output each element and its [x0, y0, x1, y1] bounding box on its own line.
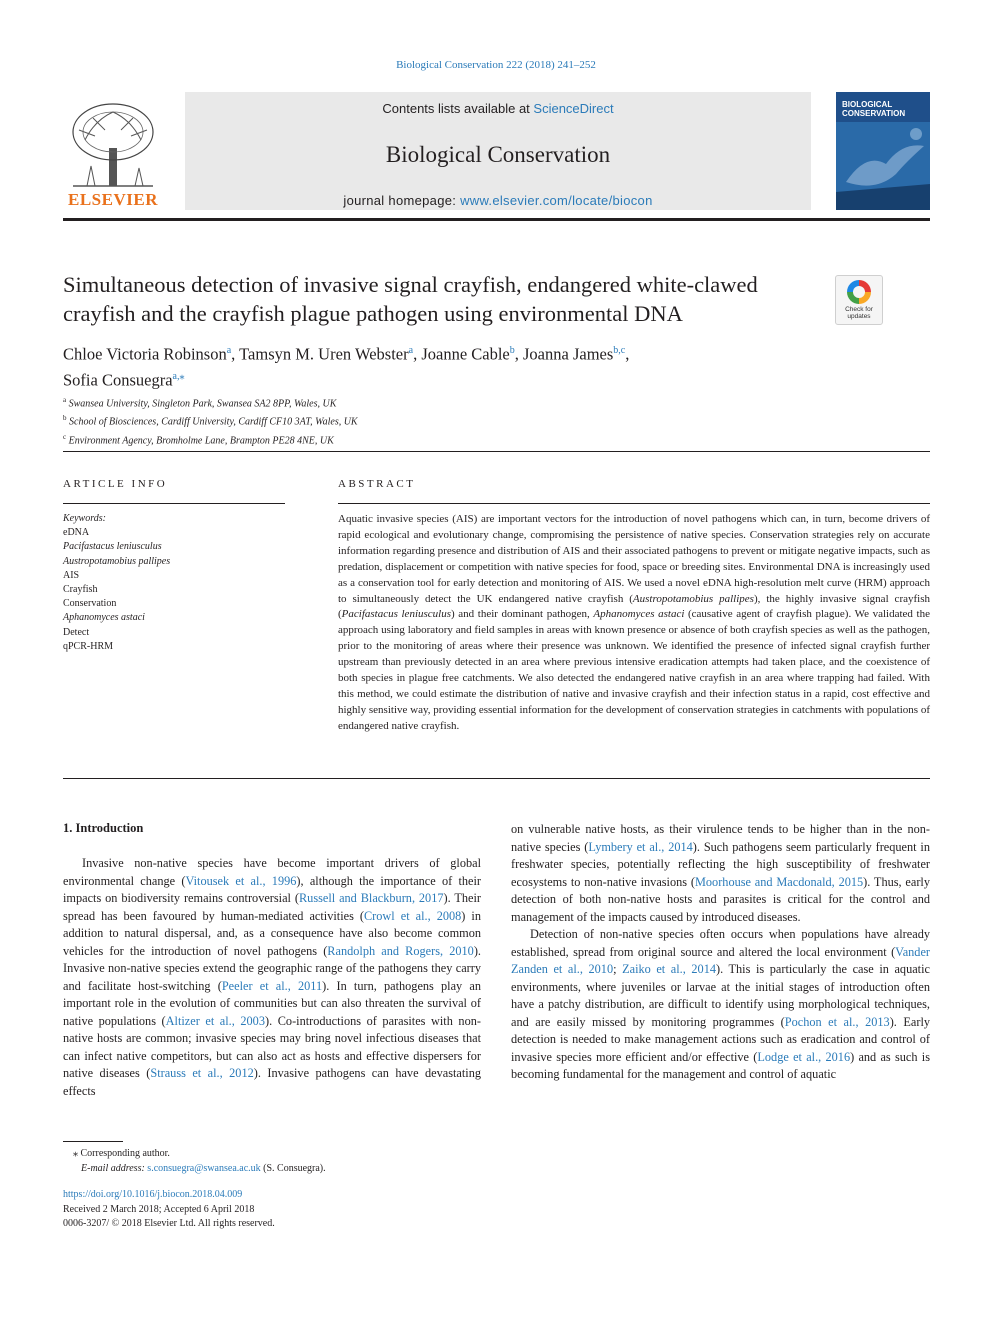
author-separator: ,	[514, 344, 524, 364]
body-text-fragment: Invasive non-native species have become important drivers of global environmental change (	[63, 856, 481, 888]
body-text-fragment: ) in addition to natural dispersal, and, as a consequence have also become common vehicles for the introduction of novel pathogens (	[63, 908, 481, 958]
contents-prefix: Contents lists available at	[382, 101, 534, 116]
author-affiliation-mark[interactable]: a,⁎	[172, 370, 185, 382]
author-name[interactable]: Joanne Cable	[421, 344, 510, 364]
body-text-fragment: ), although the importance of their impacts on biodiversity remains controversial (	[63, 873, 482, 905]
email-suffix: (S. Consuegra).	[260, 1163, 326, 1174]
affiliation-item	[63, 411, 763, 429]
publication-info	[63, 1188, 483, 1232]
body-text-fragment: ). Such pathogens seem particularly frequent in freshwater species, potentially reflecting the high susceptibility of freshwater ecosystems to non-native invasions (	[511, 839, 930, 889]
header-rule	[63, 218, 930, 221]
affiliation-item	[63, 430, 763, 448]
footnote	[63, 1146, 483, 1176]
author-list	[63, 340, 863, 391]
body-text-fragment: ). Co-introductions of parasites with non-native hosts are common; invasive species may bring novel infectious diseases that can infect native competitors, but can also act as hosts and effective dispersers for native diseases (	[63, 1013, 481, 1080]
cover-bird-icon	[836, 122, 930, 210]
abstract-fragment: ), the highly invasive signal crayfish (	[338, 592, 930, 621]
affiliation-key: c	[63, 432, 67, 441]
species-name: Austropotamobius pallipes	[632, 592, 754, 605]
affiliation-text: Swansea University, Singleton Park, Swansea SA2 8PP, Wales, UK	[68, 398, 337, 410]
keywords-label: Keywords:	[63, 513, 106, 524]
footnote-rule	[63, 1141, 123, 1142]
abstract-rule	[338, 503, 930, 504]
sciencedirect-link[interactable]: ScienceDirect	[533, 101, 614, 116]
body-text-fragment: ). Invasive non-native species extend the geographic range of the pathogens they carry and facilitate host-switching (	[63, 943, 481, 993]
abstract-bottom-rule	[63, 778, 930, 779]
citation-link[interactable]: Peeler et al., 2011	[221, 978, 323, 993]
homepage-link[interactable]: www.elsevier.com/locate/biocon	[460, 193, 653, 208]
keyword-item: Pacifastacus leniusculus	[63, 541, 162, 553]
citation-link[interactable]: Moorhouse and Macdonald, 2015	[694, 874, 864, 889]
cover-title-line1: BIOLOGICAL	[842, 100, 893, 109]
author-affiliation-mark[interactable]: b	[509, 345, 515, 356]
citation-link[interactable]: Strauss et al., 2012	[150, 1066, 254, 1080]
article-title: Simultaneous detection of invasive signal crayfish, endangered white-clawed crayfish and the crayfish plague pathogen using environmental DNA	[63, 272, 758, 326]
abstract-text	[338, 512, 930, 735]
citation-link[interactable]: Lodge et al., 2016	[757, 1049, 851, 1064]
keyword-item: Austropotamobius pallipes	[63, 555, 171, 567]
affiliation-key: b	[63, 414, 67, 423]
homepage-line	[185, 193, 811, 208]
abstract-fragment: Aquatic invasive species (AIS) are important vectors for the introduction of novel pathogens which can, in turn, become drivers of rapid ecological and evolutionary change, compromising the persistence of native species. Conservation strategies rely on accurate information regarding presence and distribution of AIS and their associated pathogens to prevent or mitigate negative impacts, such as predation, displacement or competition with native species for food, space or breeding sites. Environmental DNA is increasingly used as a conservation tool for early detection and monitoring of AIS. We used a novel eDNA high-resolution melt curve (HRM) approach to simultaneously detect the UK endangered native crayfish (	[338, 513, 930, 605]
introduction-heading: 1. Introduction	[63, 821, 144, 835]
affiliation-text: School of Biosciences, Cardiff University, Cardiff CF10 3AT, Wales, UK	[69, 416, 358, 428]
affiliation-text: Environment Agency, Bromholme Lane, Brampton PE28 4NE, UK	[68, 434, 334, 446]
author-affiliation-mark[interactable]: b,c	[613, 345, 626, 356]
species-name: Aphanomyces astaci	[593, 608, 685, 621]
abstract-heading: ABSTRACT	[338, 478, 416, 490]
author-affiliation-mark[interactable]: a	[226, 345, 232, 356]
citation-link[interactable]: Vander Zanden et al., 2010	[511, 944, 930, 976]
article-info-heading: ARTICLE INFO	[63, 478, 168, 490]
contents-line	[185, 101, 811, 116]
affiliation-list	[63, 393, 763, 448]
journal-citation[interactable]: Biological Conservation 222 (2018) 241–252	[396, 59, 596, 71]
author-separator: ,	[231, 344, 240, 364]
body-text-fragment: Detection of non-native species often occurs when populations have already established, spread from original source and altered the local environment (	[511, 927, 930, 959]
body-text-fragment: ). Invasive pathogens can have devastating effects	[63, 1066, 481, 1098]
keyword-item: AIS	[63, 569, 80, 581]
keyword-item: Crayfish	[63, 584, 98, 596]
affiliation-item	[63, 393, 763, 411]
keyword-item: eDNA	[63, 527, 90, 539]
author-separator: ,	[413, 344, 422, 364]
keyword-item: qPCR-HRM	[63, 640, 114, 652]
received-accepted-dates: Received 2 March 2018; Accepted 6 April 2018	[63, 1203, 255, 1215]
journal-name: Biological Conservation	[385, 142, 611, 167]
body-text-fragment: ). In turn, pathogens play an important role in the evolution of communities but can also threaten the survival of native populations (	[63, 978, 481, 1028]
journal-cover[interactable]	[836, 92, 930, 210]
body-text-fragment: ;	[613, 962, 623, 976]
article-info-rule	[63, 503, 285, 504]
publisher-logo-text: ELSEVIER	[68, 190, 158, 209]
abstract-fragment: (causative agent of crayfish plague). We validated the approach using laboratory and field samples in areas with known presence or absence of both crayfish species as well as the pathogen, prior to the monitoring of areas where their presence was unknown. We identified the presence of infected signal crayfish further upstream than previously detected in an area where previous intensive eradication attempts had taken place, and the coexistence of both species in plague free catchments. We also detected the endangered native crayfish in an area where trapping had failed. With this method, we could estimate the distribution of native and invasive crayfish and their infection status in a rapid, cost effective and highly sensitive way, providing essential information for the development of conservation strategies in catchments with populations of endangered native crayfish.	[338, 608, 930, 732]
body-text-fragment: ). Thus, early detection of both non-native hosts and parasites is critical for the control and management of the impacts caused by introduced diseases.	[511, 874, 930, 924]
journal-masthead	[63, 92, 930, 210]
homepage-prefix: journal homepage:	[343, 193, 461, 208]
author-affiliation-mark[interactable]: a	[408, 345, 414, 356]
check-for-updates-button[interactable]	[835, 275, 883, 325]
author-name[interactable]: Joanna James	[523, 344, 614, 364]
author-name[interactable]: Sofia Consuegra	[63, 370, 173, 389]
citation-link[interactable]: Crowl et al., 2008	[363, 908, 462, 923]
citation-link[interactable]: Lymbery et al., 2014	[588, 839, 693, 854]
abstract-fragment: ) and their dominant pathogen,	[451, 608, 594, 621]
email-line	[63, 1161, 483, 1176]
intro-paragraph-1	[63, 855, 481, 1100]
species-name: Pacifastacus leniusculus	[341, 608, 451, 621]
body-text-fragment: ) and as such is becoming fundamental for the management and control of aquatic	[511, 1049, 930, 1081]
elsevier-tree-icon	[65, 100, 161, 188]
elsevier-logo[interactable]	[63, 92, 163, 210]
crossmark-icon	[847, 280, 871, 304]
body-text-fragment: on vulnerable native hosts, as their virulence tends to be higher than in the non-native species (	[511, 822, 930, 854]
author-name[interactable]: Chloe Victoria Robinson	[63, 344, 227, 364]
author-separator: ,	[625, 344, 630, 364]
citation-link[interactable]: Russell and Blackburn, 2017	[298, 891, 444, 905]
body-column-right	[511, 821, 930, 1084]
body-text-fragment: ). This is particularly the case in aquatic environments, where juveniles or larvae at the initial stages of introduction often have a patchy distribution, are difficult to identify using morphological techniques, and are easily missed by monitoring programmes (	[511, 962, 930, 1029]
citation-link[interactable]: Pochon et al., 2013	[784, 1014, 890, 1029]
citation-link[interactable]: Randolph and Rogers, 2010	[327, 943, 474, 958]
keyword-item: Conservation	[63, 598, 117, 610]
affiliation-key: a	[63, 396, 67, 404]
keywords-block	[63, 512, 285, 654]
body-text-fragment: ). Early detection is needed to make management actions such as eradication and control of invasive species more efficient and/or effective (	[511, 1014, 931, 1064]
copyright-line: 0006-3207/ © 2018 Elsevier Ltd. All rights reserved.	[63, 1218, 275, 1229]
intro-paragraph-2	[511, 926, 930, 1084]
citation-link[interactable]: Zaiko et al., 2014	[622, 962, 716, 976]
check-for-updates-label: Check for updates	[845, 306, 873, 320]
citation-link[interactable]: Vitousek et al., 1996	[185, 873, 297, 888]
intro-paragraph-1-cont	[511, 821, 930, 926]
email-label: E-mail address:	[81, 1163, 148, 1174]
author-name[interactable]: Tamsyn M. Uren Webster	[239, 344, 409, 364]
keywords-list	[63, 526, 285, 654]
keyword-item: Aphanomyces astaci	[63, 612, 145, 624]
cover-title-line2: CONSERVATION	[842, 109, 906, 118]
email-link[interactable]: s.consuegra@swansea.ac.uk	[147, 1163, 261, 1174]
doi-link[interactable]: https://doi.org/10.1016/j.biocon.2018.04.009	[63, 1189, 243, 1200]
keyword-item: Detect	[63, 626, 90, 638]
body-column-left	[63, 855, 481, 1100]
corresponding-author-note: ⁎ Corresponding author.	[73, 1148, 170, 1159]
journal-header-box	[185, 92, 811, 210]
citation-link[interactable]: Altizer et al., 2003	[165, 1013, 265, 1028]
section-rule	[63, 451, 930, 452]
body-text-fragment: ). Their spread has been favoured by human-mediated activities (	[63, 891, 481, 923]
cover-title	[842, 100, 905, 118]
